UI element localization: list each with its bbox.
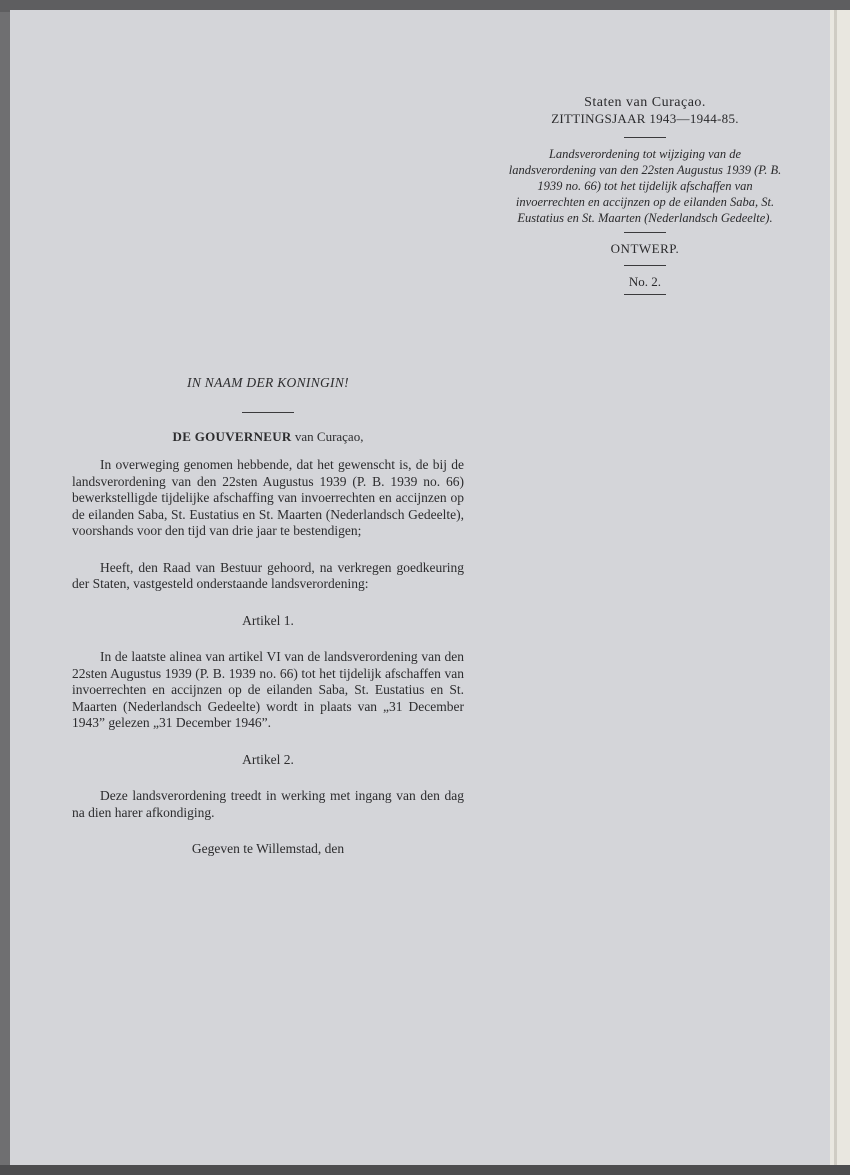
session-year: ZITTINGSJAAR 1943—1944-85. bbox=[551, 111, 739, 126]
given-at-line: Gegeven te Willemstad, den bbox=[191, 841, 345, 856]
article-1-title: Artikel 1. bbox=[242, 612, 294, 628]
governor-title: DE GOUVERNEUR bbox=[172, 428, 292, 444]
document-header bbox=[500, 95, 790, 295]
body-divider bbox=[242, 412, 294, 413]
scan-right-margin-shadow bbox=[834, 10, 837, 1168]
article-2-title: Artikel 2. bbox=[242, 751, 294, 767]
scan-right-margin bbox=[830, 10, 850, 1168]
governor-place: van Curaçao, bbox=[291, 428, 364, 444]
article-2-text: Deze landsverordening treedt in werking met ingang van den dag na dien harer afkondiging. bbox=[72, 788, 464, 820]
ordinance-description: Landsverordening tot wijziging van de landsverordening van den 22sten Augustus 1939 (P. B. 1939 no. 66) tot het tijdelijk afschaffen van invoerrechten en accijnzen op de eilanden Saba, St. Eustatius en St. Maarten (Nederlandsch Gedeelte). bbox=[508, 147, 782, 225]
header-divider bbox=[624, 232, 666, 233]
header-divider bbox=[624, 294, 666, 295]
header-divider bbox=[624, 137, 666, 138]
governor-heading bbox=[72, 429, 464, 446]
draft-number: No. 2. bbox=[628, 274, 662, 289]
invocation-heading: IN NAAM DER KONINGIN! bbox=[187, 375, 349, 390]
enactment-paragraph: Heeft, den Raad van Bestuur gehoord, na verkregen goedkeuring der Staten, vastgesteld onderstaande landsverordening: bbox=[72, 559, 464, 591]
article-1-text: In de laatste alinea van artikel VI van de landsverordening van den 22sten Augustus 1939 (P. B. 1939 no. 66) tot het tijdelijk afschaffen van invoerrechten en accijnzen op de eilanden Saba, St. Eustatius en St. Maarten (Nederlandsch Gedeelte) wordt in plaats van „31 December 1943” gelezen „31 December 1946”. bbox=[72, 649, 464, 730]
assembly-name: Staten van Curaçao. bbox=[584, 95, 706, 110]
considering-paragraph: In overweging genomen hebbende, dat het gewenscht is, de bij de landsverordening van den 22sten Augustus 1939 (P. B. 1939 no. 66) bewerkstelligde tijdelijke afschaffing van invoerrechten en accijnzen op de eilanden Saba, St. Eustatius en St. Maarten (Nederlandsch Gedeelte), voorshands voor den tijd van drie jaar te bestendigen; bbox=[72, 457, 464, 538]
header-divider bbox=[624, 265, 666, 266]
scan-bottom-edge bbox=[0, 1165, 850, 1175]
ordinance-body bbox=[72, 375, 464, 858]
draft-label: ONTWERP. bbox=[610, 241, 680, 256]
